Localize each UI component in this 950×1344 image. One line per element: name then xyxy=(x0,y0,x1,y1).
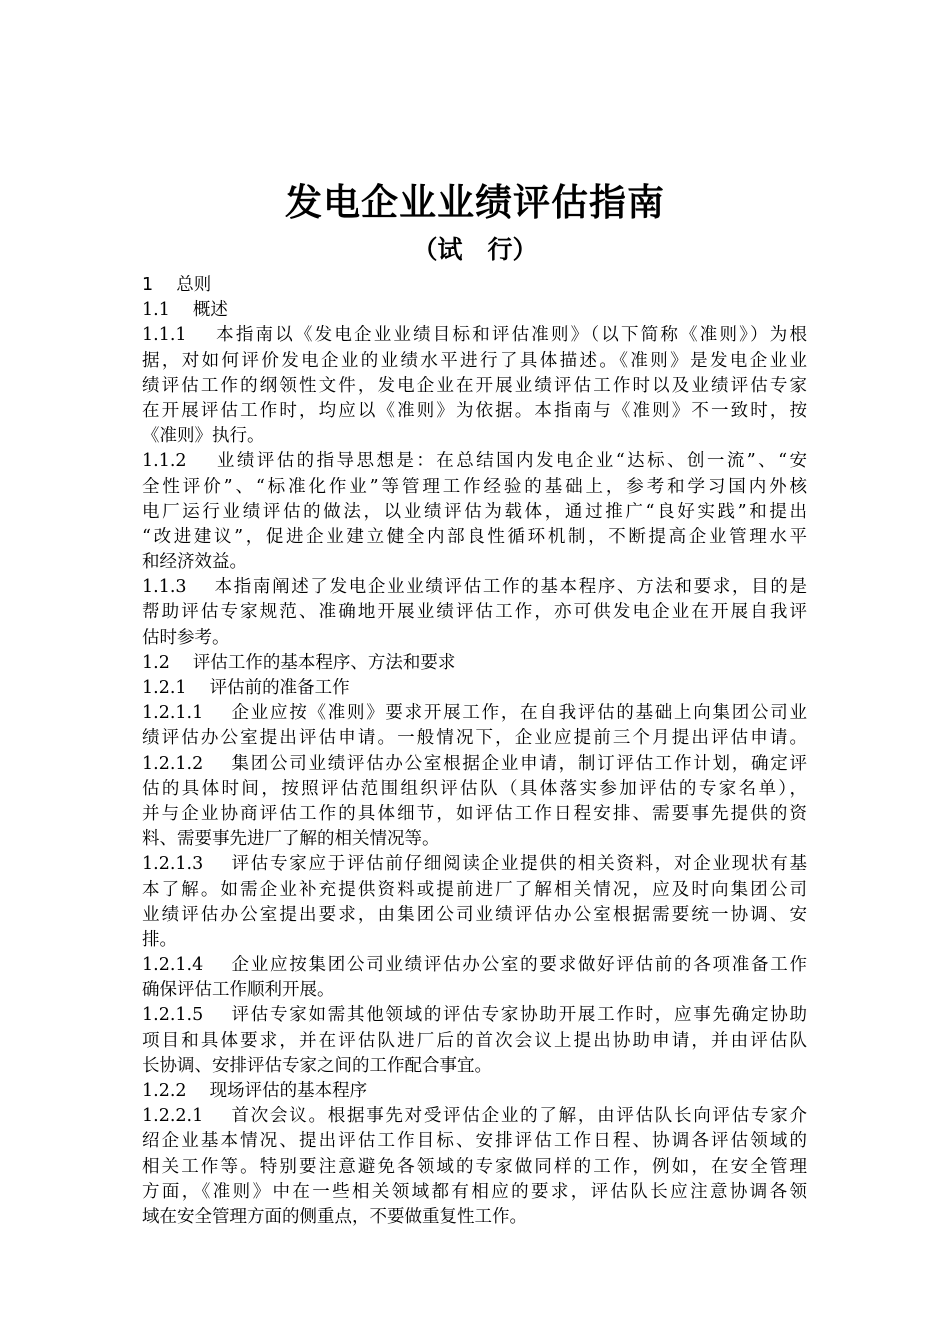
paragraph-line: 帮助评估专家规范、准确地开展业绩评估工作，亦可供发电企业在开展自我评 xyxy=(142,602,807,623)
paragraph-line: 1.2.1.1 企业应按《准则》要求开展工作，在自我评估的基础上向集团公司业 xyxy=(142,703,807,724)
document-body xyxy=(142,273,807,1230)
paragraph-line: 方面，《准则》中在一些相关领域都有相应的要求，评估队长应注意协调各领 xyxy=(142,1181,807,1202)
paragraph-line: 排。 xyxy=(142,929,177,950)
paragraph-line: 料、需要事先进厂了解的相关情况等。 xyxy=(142,829,440,850)
paragraph-line: 估的具体时间，按照评估范围组织评估队（具体落实参加评估的专家名单）， xyxy=(142,778,807,799)
paragraph-line: 据，对如何评价发电企业的业绩水平进行了具体描述。《准则》是发电企业业 xyxy=(142,350,807,371)
section-heading: 1.2.2 现场评估的基本程序 xyxy=(142,1081,368,1101)
paragraph-line: 域在安全管理方面的侧重点，不要做重复性工作。 xyxy=(142,1206,527,1227)
paragraph-line: 1.1.3 本指南阐述了发电企业业绩评估工作的基本程序、方法和要求，目的是 xyxy=(142,577,807,598)
paragraph-line: 在开展评估工作时，均应以《准则》为依据。本指南与《准则》不一致时，按 xyxy=(142,400,807,421)
paragraph-line: 电厂运行业绩评估的做法，以业绩评估为载体，通过推广“良好实践”和提出 xyxy=(142,501,807,522)
paragraph-line: 确保评估工作顺利开展。 xyxy=(142,980,335,1001)
section-heading: 1.2.1 评估前的准备工作 xyxy=(142,678,350,698)
paragraph-line: 1.2.1.4 企业应按集团公司业绩评估办公室的要求做好评估前的各项准备工作 xyxy=(142,955,807,976)
paragraph-line: 项目和具体要求，并在评估队进厂后的首次会议上提出协助申请，并由评估队 xyxy=(142,1030,807,1051)
document-subtitle: （试 行） xyxy=(412,235,538,264)
paragraph-line: 绩评估工作的纲领性文件，发电企业在开展业绩评估工作时以及业绩评估专家 xyxy=(142,375,807,396)
paragraph-line: 绍企业基本情况、提出评估工作目标、安排评估工作日程、协调各评估领域的 xyxy=(142,1131,807,1152)
paragraph-line: 和经济效益。 xyxy=(142,552,247,573)
paragraph-line: 1.2.1.2 集团公司业绩评估办公室根据企业申请，制订评估工作计划，确定评 xyxy=(142,753,807,774)
paragraph-line: 绩评估办公室提出评估申请。一般情况下，企业应提前三个月提出评估申请。 xyxy=(142,728,807,749)
paragraph-line: “改进建议”，促进企业建立健全内部良性循环机制，不断提高企业管理水平 xyxy=(142,526,807,547)
paragraph-line: 长协调、安排评估专家之间的工作配合事宜。 xyxy=(142,1055,492,1076)
paragraph-line: 业绩评估办公室提出要求，由集团公司业绩评估办公室根据需要统一协调、安 xyxy=(142,904,807,925)
paragraph-line: 1.2.1.5 评估专家如需其他领域的评估专家协助开展工作时，应事先确定协助 xyxy=(142,1005,807,1026)
section-heading: 1.1 概述 xyxy=(142,300,228,321)
paragraph-line: 本了解。如需企业补充提供资料或提前进厂了解相关情况，应及时向集团公司 xyxy=(142,879,807,900)
paragraph-line: 1.2.1.3 评估专家应于评估前仔细阅读企业提供的相关资料，对企业现状有基 xyxy=(142,854,807,875)
paragraph-line: 并与企业协商评估工作的具体细节，如评估工作日程安排、需要事先提供的资 xyxy=(142,803,807,824)
paragraph-line: 1.2.2.1 首次会议。根据事先对受评估企业的了解，由评估队长向评估专家介 xyxy=(142,1106,807,1127)
paragraph-line: 相关工作等。特别要注意避免各领域的专家做同样的工作，例如，在安全管理 xyxy=(142,1156,807,1177)
document-title: 发电企业业绩评估指南 xyxy=(285,181,665,224)
paragraph-line: 全性评价”、“标准化作业”等管理工作经验的基础上，参考和学习国内外核 xyxy=(142,476,807,497)
paragraph-line: 估时参考。 xyxy=(142,627,230,648)
paragraph-line: 1.1.1 本指南以《发电企业业绩目标和评估准则》（以下简称《准则》）为根 xyxy=(142,325,807,346)
section-heading: 1.2 评估工作的基本程序、方法和要求 xyxy=(142,652,456,673)
section-heading: 1 总则 xyxy=(142,275,212,295)
paragraph-line: 《准则》执行。 xyxy=(142,426,265,447)
paragraph-line: 1.1.2 业绩评估的指导思想是：在总结国内发电企业“达标、创一流”、“安 xyxy=(142,451,807,472)
